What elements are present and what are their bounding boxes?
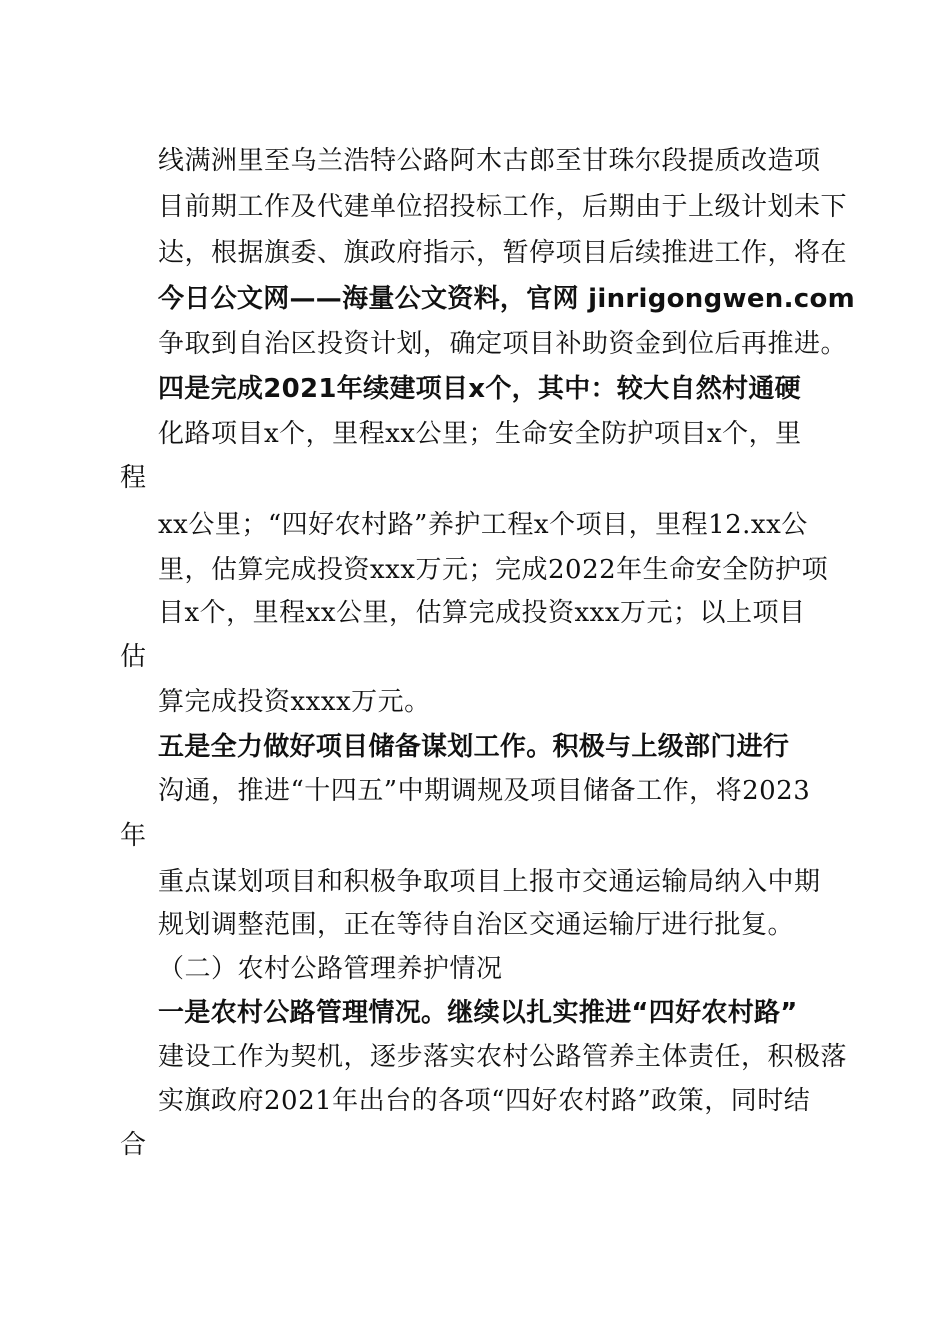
section-heading-line: 四是完成2021年续建项目x个，其中：较大自然村通硬: [158, 374, 801, 404]
body-text-line: 规划调整范围，正在等待自治区交通运输厅进行批复。: [158, 910, 795, 940]
body-text-wrap: 年: [120, 821, 147, 851]
body-text-line: 化路项目x个，里程xx公里；生命安全防护项目x个，里: [158, 419, 802, 449]
body-text-line: 算完成投资xxxx万元。: [158, 687, 431, 717]
body-text-line: 目x个，里程xx公里，估算完成投资xxx万元；以上项目: [158, 598, 806, 628]
body-text-line: 争取到自治区投资计划，确定项目补助资金到位后再推进。: [158, 329, 848, 359]
body-text-line: 沟通，推进“十四五”中期调规及项目储备工作，将2023: [158, 776, 811, 806]
body-text-wrap: 程: [120, 463, 147, 493]
section-heading-line: 五是全力做好项目储备谋划工作。积极与上级部门进行: [158, 732, 790, 762]
body-text-wrap: 合: [120, 1130, 147, 1160]
body-text-line: 达，根据旗委、旗政府指示，暂停项目后续推进工作，将在: [158, 238, 848, 268]
body-text-line: 里，估算完成投资xxx万元；完成2022年生命安全防护项: [158, 555, 829, 585]
body-text-line: 重点谋划项目和积极争取项目上报市交通运输局纳入中期: [158, 867, 821, 897]
body-text-line: 线满洲里至乌兰浩特公路阿木古郎至甘珠尔段提质改造项: [158, 146, 821, 176]
section-heading-line: 一是农村公路管理情况。继续以扎实推进“四好农村路”: [158, 998, 798, 1028]
watermark-banner-line: 今日公文网——海量公文资料，官网 jinrigongwen.com: [158, 284, 856, 314]
body-text-line: 建设工作为契机，逐步落实农村公路管养主体责任，积极落: [158, 1042, 848, 1072]
body-text-line: 实旗政府2021年出台的各项“四好农村路”政策，同时结: [158, 1086, 811, 1116]
body-text-line: 目前期工作及代建单位招投标工作，后期由于上级计划未下: [158, 192, 848, 222]
subsection-heading: （二）农村公路管理养护情况: [158, 954, 503, 984]
body-text-wrap: 估: [120, 642, 147, 672]
body-text-line: xx公里；“四好农村路”养护工程x个项目，里程12.xx公: [158, 510, 808, 540]
